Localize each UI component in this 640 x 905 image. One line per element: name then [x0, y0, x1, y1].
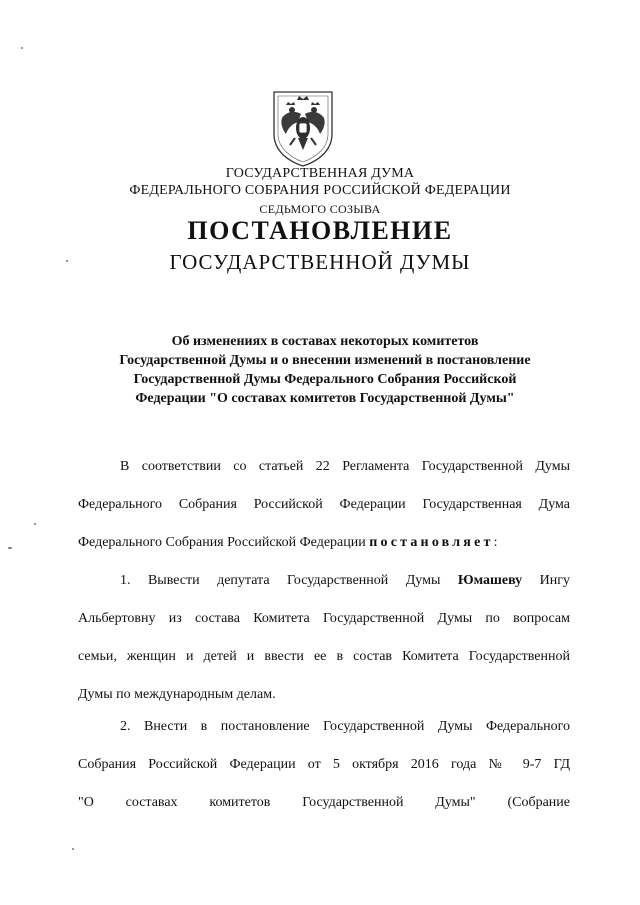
scan-speck — [8, 547, 12, 549]
coat-of-arms-icon — [268, 88, 338, 168]
header-line-federal-assembly: ФЕДЕРАЛЬНОГО СОБРАНИЯ РОССИЙСКОЙ ФЕДЕРАЦИИ — [129, 183, 511, 198]
text-line: Думы по международным делам. — [78, 687, 276, 702]
text-line: Собрания Российской Федерации от 5 октября 2016 года № 9-7 ГД — [78, 757, 570, 772]
scan-speck — [66, 260, 68, 262]
text-line: семьи, женщин и детей и ввести ее в состав Комитета Государственной — [78, 649, 570, 664]
text-fragment: Федерального Собрания Российской Федерации — [78, 535, 370, 550]
text-line: Альбертовну из состава Комитета Государственной Думы по вопросам — [78, 611, 570, 626]
text-line: 2. Внести в постановление Государственной Думы Федерального — [120, 719, 570, 734]
item-2-paragraph — [78, 708, 570, 822]
decree-keyword: постановляет — [369, 535, 494, 550]
text-line: "О составах комитетов Государственной Думы" (Собрание — [78, 795, 570, 810]
scan-speck — [34, 523, 36, 525]
deputy-surname: Юмашеву — [457, 573, 523, 588]
header-line-convocation: СЕДЬМОГО СОЗЫВА — [259, 202, 381, 216]
text-line — [78, 524, 570, 562]
preamble-paragraph — [78, 448, 570, 562]
scan-speck — [21, 47, 23, 49]
scan-speck — [72, 848, 74, 850]
header-line-duma: ГОСУДАРСТВЕННАЯ ДУМА — [225, 166, 415, 181]
text-fragment: Ингу — [522, 573, 570, 588]
text-line: В соответствии со статьей 22 Регламента Государственной Думы — [120, 459, 570, 474]
title-line: Государственной Думы и о внесении изменений в постановление — [119, 353, 531, 368]
document-type: ПОСТАНОВЛЕНИЕ — [187, 216, 453, 245]
title-line: Об изменениях в составах некоторых комитетов — [171, 334, 479, 349]
text-line — [78, 562, 570, 600]
text-fragment: : — [493, 535, 498, 550]
document-issuer: ГОСУДАРСТВЕННОЙ ДУМЫ — [169, 250, 471, 274]
text-fragment: 1. Вывести депутата Государственной Думы — [120, 573, 458, 588]
title-line: Федерации "О составах комитетов Государственной Думы" — [135, 391, 515, 406]
title-line: Государственной Думы Федерального Собрания Российской — [133, 372, 517, 387]
text-line: Федерального Собрания Российской Федерации Государственная Дума — [78, 497, 570, 512]
item-1-paragraph — [78, 562, 570, 714]
resolution-title — [90, 332, 560, 408]
